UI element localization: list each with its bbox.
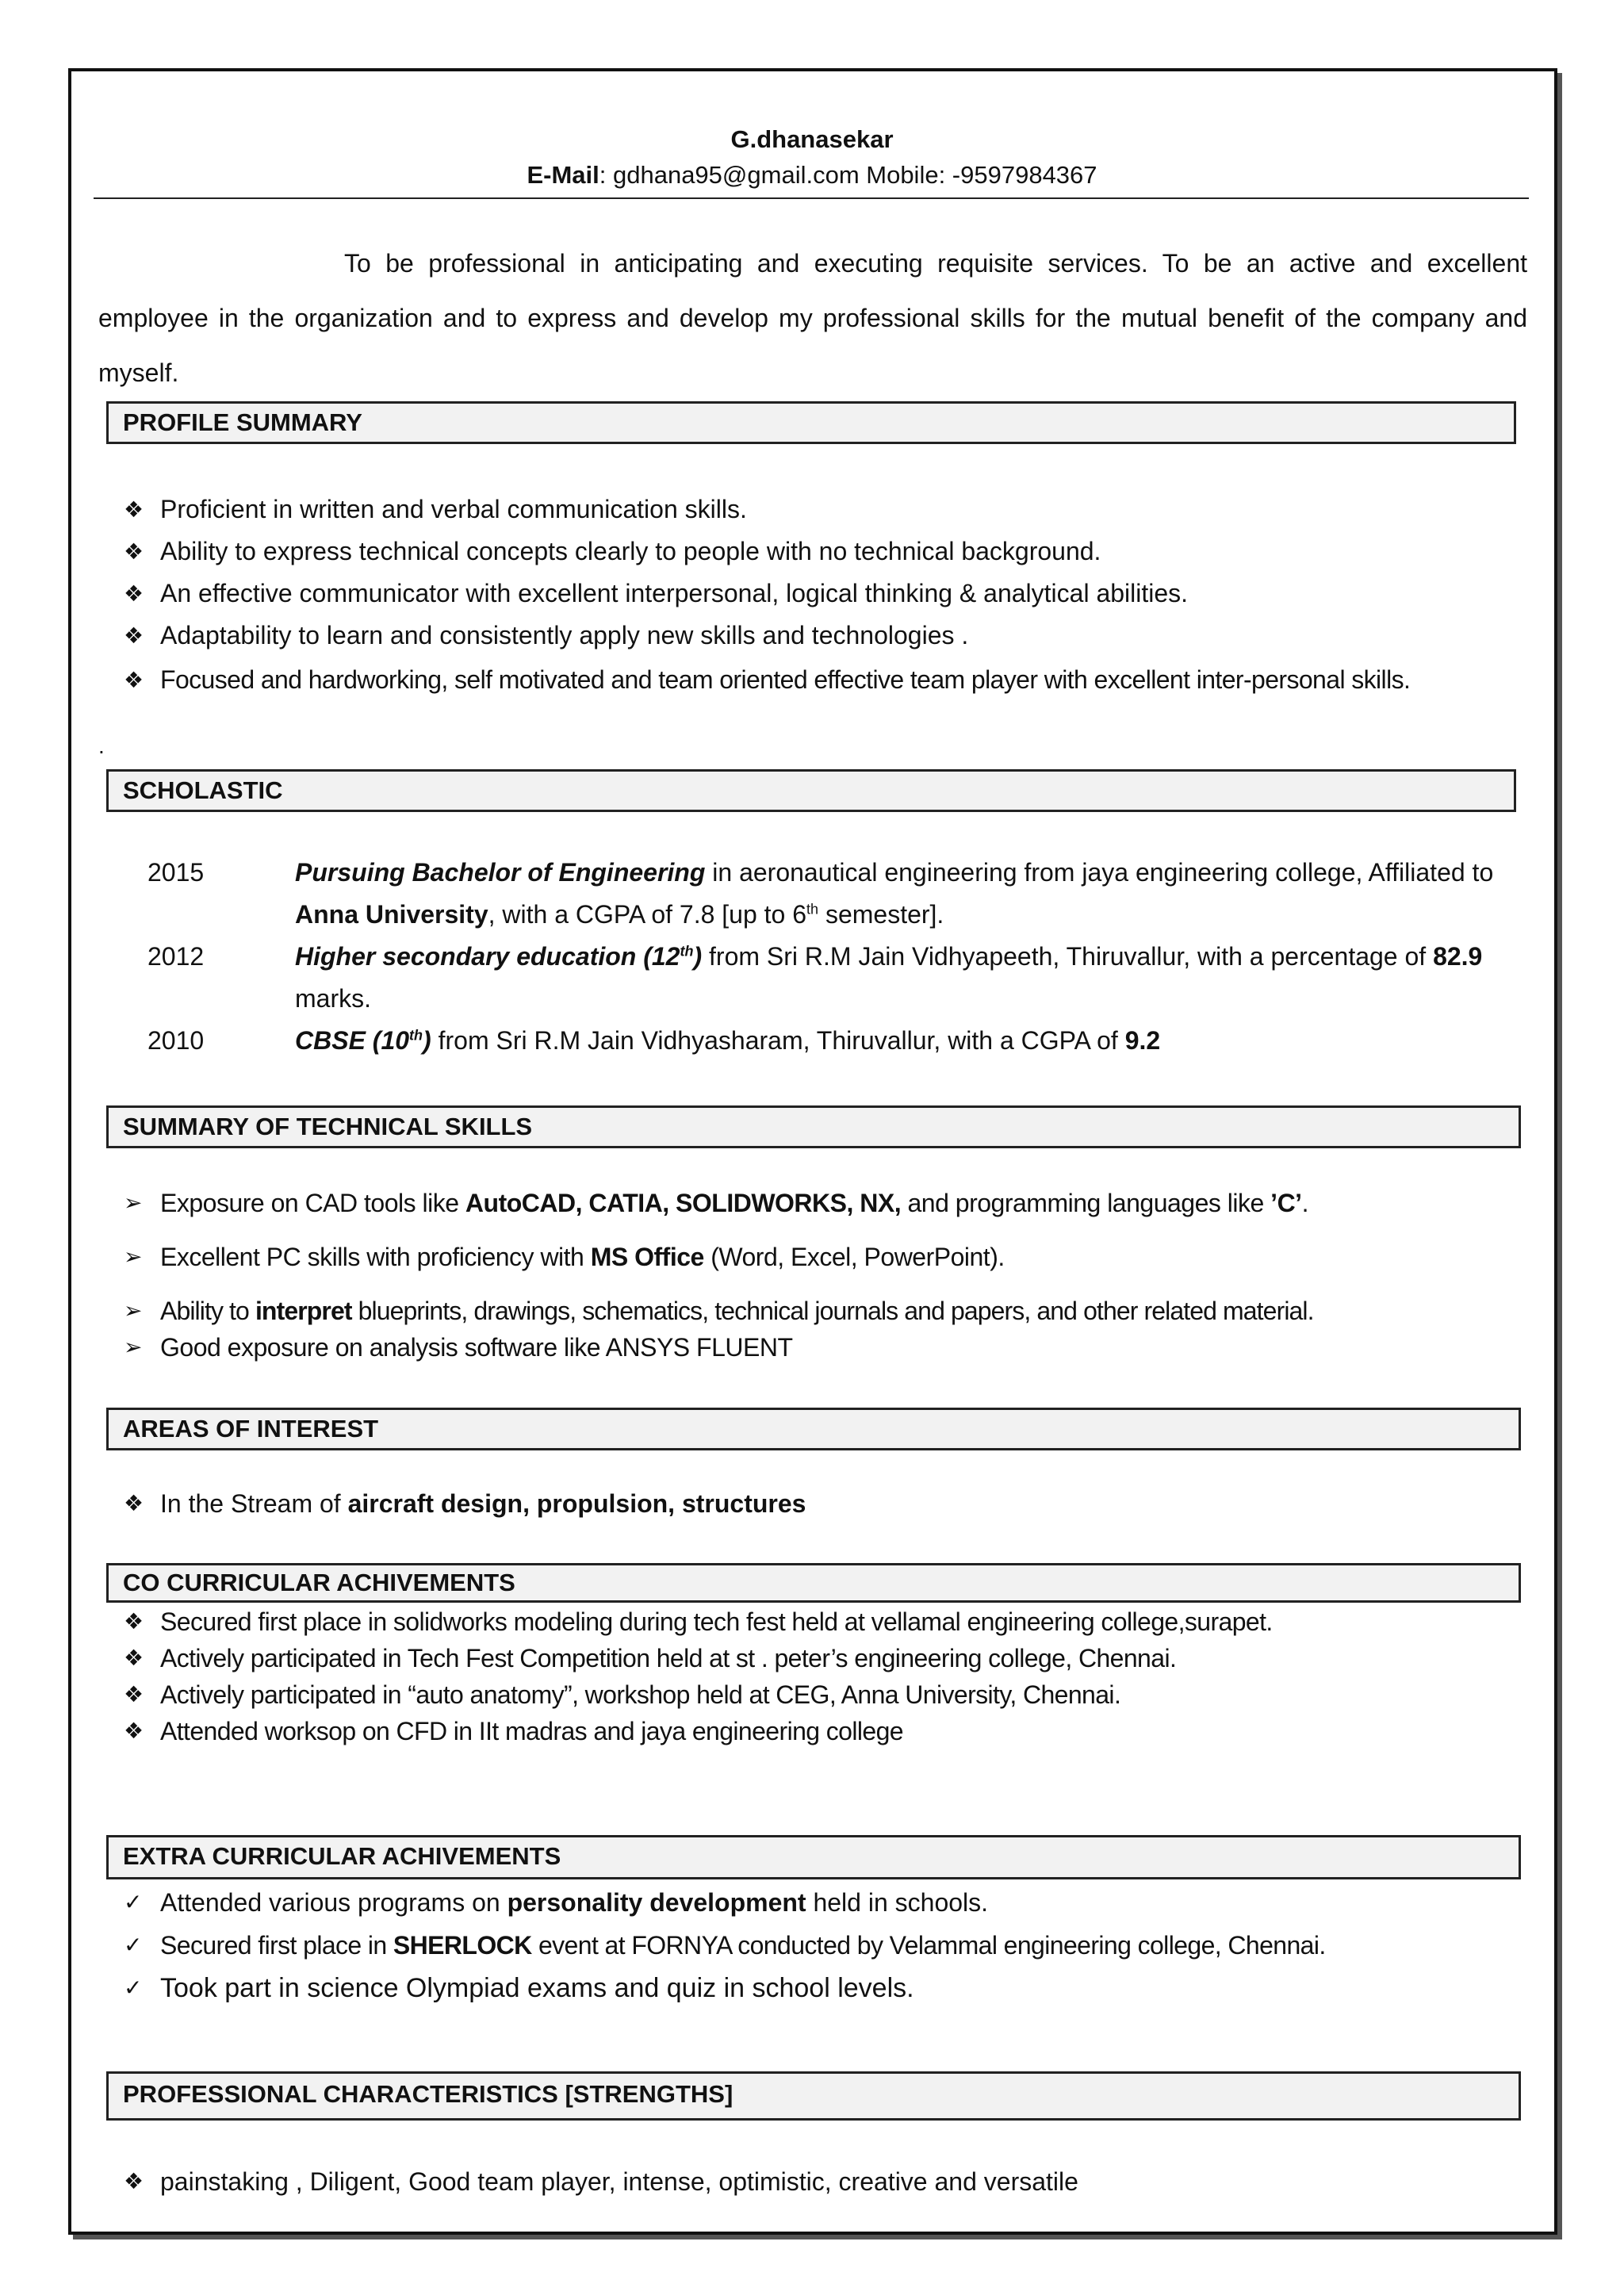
section-header-areas-of-interest: AREAS OF INTEREST <box>106 1408 1521 1450</box>
list-item: ❖ Actively participated in Tech Fest Competition held at st . peter’s engineering college, Chennai. <box>124 1640 1527 1676</box>
check-bullet-icon: ✓ <box>124 1933 142 1957</box>
diamond-bullet-icon: ❖ <box>124 539 144 564</box>
contact-line <box>0 161 1624 190</box>
email-label: E-Mail <box>527 161 599 189</box>
arrow-bullet-icon: ➢ <box>124 1298 142 1323</box>
education-year: 2012 <box>147 942 205 971</box>
email-and-mobile: : gdhana95@gmail.com Mobile: -9597984367 <box>599 161 1097 189</box>
co-curricular-list <box>124 1603 1527 1749</box>
diamond-bullet-icon: ❖ <box>124 623 144 648</box>
arrow-bullet-icon: ➢ <box>124 1190 142 1215</box>
profile-summary-list <box>124 489 1527 699</box>
technical-skills-list <box>124 1185 1527 1366</box>
section-header-strengths: PROFESSIONAL CHARACTERISTICS [STRENGTHS] <box>106 2071 1521 2121</box>
objective-paragraph <box>98 236 1527 400</box>
list-item: ❖ An effective communicator with excellent interpersonal, logical thinking & analytical abilities. <box>124 573 1527 615</box>
diamond-bullet-icon: ❖ <box>124 668 144 692</box>
diamond-bullet-icon: ❖ <box>124 2169 144 2193</box>
list-item: ✓ Took part in science Olympiad exams and quiz in school levels. <box>124 1967 1527 2010</box>
candidate-name: G.dhanasekar <box>730 125 894 153</box>
diamond-bullet-icon: ❖ <box>124 1718 144 1743</box>
diamond-bullet-icon: ❖ <box>124 1609 144 1634</box>
areas-of-interest-list <box>124 1485 1527 1522</box>
diamond-bullet-icon: ❖ <box>124 1491 144 1515</box>
section-header-technical-skills: SUMMARY OF TECHNICAL SKILLS <box>106 1105 1521 1148</box>
stray-dot: . <box>98 734 105 758</box>
list-item: ❖ Ability to express technical concepts clearly to people with no technical background. <box>124 531 1527 573</box>
list-item: ✓ Secured first place in SHERLOCK event at FORNYA conducted by Velammal engineering college, Chennai. <box>124 1924 1527 1967</box>
check-bullet-icon: ✓ <box>124 1890 143 1914</box>
education-entry: 2015 Pursuing Bachelor of Engineering in aeronautical engineering from jaya engineering college, Affiliated to Anna University, with a CGPA of 7.8 [up to 6th semester]. <box>147 852 1511 936</box>
list-item: ➢ Excellent PC skills with proficiency with MS Office (Word, Excel, PowerPoint). <box>124 1239 1527 1275</box>
list-item: ✓ Attended various programs on personality development held in schools. <box>124 1881 1527 1924</box>
objective-text: To be professional in anticipating and executing requisite services. To be an active and excellent employee in the organization and to express and develop my professional skills for the mutual benefit of the company and myself. <box>98 249 1527 387</box>
section-header-profile-summary: PROFILE SUMMARY <box>106 401 1516 444</box>
arrow-bullet-icon: ➢ <box>124 1244 142 1269</box>
list-item: ❖ In the Stream of aircraft design, propulsion, structures <box>124 1485 1527 1522</box>
diamond-bullet-icon: ❖ <box>124 1646 144 1670</box>
diamond-bullet-icon: ❖ <box>124 1682 144 1707</box>
list-item: ❖ Actively participated in “auto anatomy”, workshop held at CEG, Anna University, Chennai. <box>124 1676 1527 1713</box>
list-item: ➢ Ability to interpret blueprints, drawings, schematics, technical journals and papers, and other related material. <box>124 1293 1527 1329</box>
list-item: ❖ Adaptability to learn and consistently apply new skills and technologies . <box>124 615 1527 657</box>
diamond-bullet-icon: ❖ <box>124 581 144 606</box>
section-header-co-curricular: CO CURRICULAR ACHIVEMENTS <box>106 1563 1521 1603</box>
list-item: ❖ painstaking , Diligent, Good team player, intense, optimistic, creative and versatile <box>124 2163 1527 2200</box>
education-entry: 2010 CBSE (10th) from Sri R.M Jain Vidhyasharam, Thiruvallur, with a CGPA of 9.2 <box>147 1020 1511 1062</box>
header-divider <box>94 197 1529 199</box>
scholastic-list <box>147 852 1511 1062</box>
section-header-scholastic: SCHOLASTIC <box>106 769 1516 812</box>
check-bullet-icon: ✓ <box>124 1975 143 2000</box>
list-item: ❖ Focused and hardworking, self motivated and team oriented effective team player with excellent inter-personal skills. <box>124 661 1527 699</box>
list-item: ➢ Exposure on CAD tools like AutoCAD, CATIA, SOLIDWORKS, NX, and programming languages like ’C’. <box>124 1185 1527 1221</box>
list-item: ❖ Attended worksop on CFD in IIt madras and jaya engineering college <box>124 1713 1527 1749</box>
strengths-list <box>124 2163 1527 2200</box>
education-entry: 2012 Higher secondary education (12th) from Sri R.M Jain Vidhyapeeth, Thiruvallur, with a percentage of 82.9 marks. <box>147 936 1511 1020</box>
list-item: ❖ Secured first place in solidworks modeling during tech fest held at vellamal engineering college,surapet. <box>124 1603 1527 1640</box>
list-item: ➢ Good exposure on analysis software like ANSYS FLUENT <box>124 1329 1527 1366</box>
section-header-extra-curricular: EXTRA CURRICULAR ACHIVEMENTS <box>106 1835 1521 1879</box>
diamond-bullet-icon: ❖ <box>124 497 144 522</box>
extra-curricular-list <box>124 1881 1527 2010</box>
education-year: 2010 <box>147 1026 205 1055</box>
list-item: ❖ Proficient in written and verbal communication skills. <box>124 489 1527 531</box>
education-year: 2015 <box>147 858 205 887</box>
arrow-bullet-icon: ➢ <box>124 1335 142 1359</box>
